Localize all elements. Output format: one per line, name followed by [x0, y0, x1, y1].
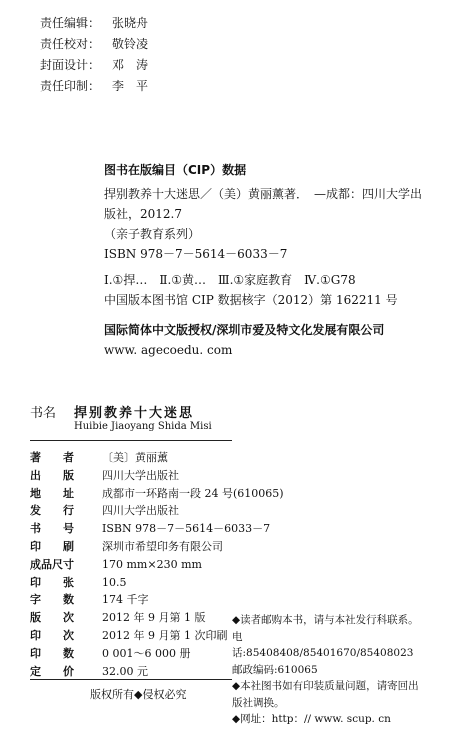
editor-label: 责任编辑： — [40, 16, 101, 30]
spec-label: 版 次 — [30, 611, 74, 625]
spec-label: 著 者 — [30, 451, 74, 464]
spec-row — [30, 574, 284, 592]
spec-label: 印 张 — [30, 575, 74, 589]
cip-catalog-number: 中国版本图书馆 CIP 数据核字（2012）第 162211 号 — [104, 293, 398, 307]
spec-label: 字 数 — [30, 593, 74, 607]
spec-value: 170 mm×230 mm — [102, 557, 202, 571]
editor-row — [40, 13, 148, 34]
spec-value: 10.5 — [102, 575, 127, 589]
spec-value: 〔美〕黄丽薰 — [102, 451, 168, 464]
cover-design-value: 邓 涛 — [112, 58, 149, 72]
print-supervisor-label: 责任印制： — [40, 79, 101, 93]
website-url: www. agecoedu. com — [104, 343, 233, 357]
proofreader-value: 敬铃凌 — [112, 37, 149, 51]
spec-row — [30, 520, 284, 538]
spec-label: 出 版 — [30, 468, 74, 482]
cip-isbn: ISBN 978－7－5614－6033－7 — [104, 247, 288, 261]
website-note: ◆网址：http：// www. scup. cn — [232, 713, 391, 725]
spec-label: 书 号 — [30, 522, 74, 536]
cip-series: （亲子教育系列） — [104, 227, 201, 241]
divider-top — [30, 440, 232, 441]
spec-label: 成品尺寸 — [30, 557, 74, 571]
book-name-label: 书名 — [30, 406, 57, 421]
cip-classification: Ⅰ.①捍… Ⅱ.①黄… Ⅲ.①家庭教育 Ⅳ.①G78 — [104, 273, 356, 287]
spec-label: 印 数 — [30, 646, 74, 660]
spec-value: ISBN 978－7－5614－6033－7 — [102, 522, 271, 536]
spec-label: 印 次 — [30, 628, 74, 642]
spec-value: 174 千字 — [102, 593, 149, 607]
copyright-notice: 版权所有◆侵权必究 — [90, 688, 187, 701]
spec-value: 四川大学出版社 — [102, 504, 179, 518]
spec-row — [30, 538, 284, 556]
editor-credits — [40, 13, 148, 97]
reader-notes — [232, 612, 422, 728]
editor-value: 张晓舟 — [112, 16, 149, 30]
spec-row — [30, 556, 284, 574]
divider-bottom — [30, 679, 232, 680]
cip-title: 图书在版编目（CIP）数据 — [104, 163, 247, 177]
spec-row — [30, 591, 284, 609]
spec-label: 地 址 — [30, 486, 74, 500]
spec-row — [30, 502, 284, 520]
spec-label: 发 行 — [30, 504, 74, 518]
spec-row — [30, 449, 284, 467]
spec-value: 深圳市希望印务有限公司 — [102, 539, 223, 553]
cover-design-row — [40, 55, 148, 76]
book-pinyin: Huibie Jiaoyang Shida Misi — [74, 421, 212, 432]
print-supervisor-row — [40, 76, 148, 97]
cover-design-label: 封面设计： — [40, 58, 101, 72]
spec-value: 0 001～6 000 册 — [102, 646, 191, 660]
print-supervisor-value: 李 平 — [112, 79, 149, 93]
cip-block — [104, 160, 424, 360]
book-name-line — [30, 402, 194, 421]
spec-value: 2012 年 9 月第 1 次印刷 — [102, 628, 228, 642]
spec-label: 印 刷 — [30, 539, 74, 553]
license-holder: 国际简体中文版授权/深圳市爱及特文化发展有限公司 — [104, 323, 385, 337]
book-name: 捍别教养十大迷思 — [74, 406, 195, 421]
quality-note: ◆本社图书如有印装质量问题，请寄回出版社调换。 — [232, 680, 419, 709]
spec-row — [30, 485, 284, 503]
proofreader-row — [40, 34, 148, 55]
spec-value: 成都市一环路南一段 24 号(610065) — [102, 486, 284, 500]
mail-order-note: ◆读者邮购本书，请与本社发行科联系。电 话:85408408/85401670/85408023 邮政编码:610065 — [232, 614, 424, 676]
spec-row — [30, 467, 284, 485]
cip-citation: 捍别教养十大迷思／（美）黄丽薰著． —成都：四川大学出版社，2012.7 — [104, 187, 423, 221]
proofreader-label: 责任校对： — [40, 37, 101, 51]
spec-value: 四川大学出版社 — [102, 468, 179, 482]
spec-value: 32.00 元 — [102, 664, 148, 678]
spec-value: 2012 年 9 月第 1 版 — [102, 611, 206, 625]
spec-label: 定 价 — [30, 664, 74, 678]
